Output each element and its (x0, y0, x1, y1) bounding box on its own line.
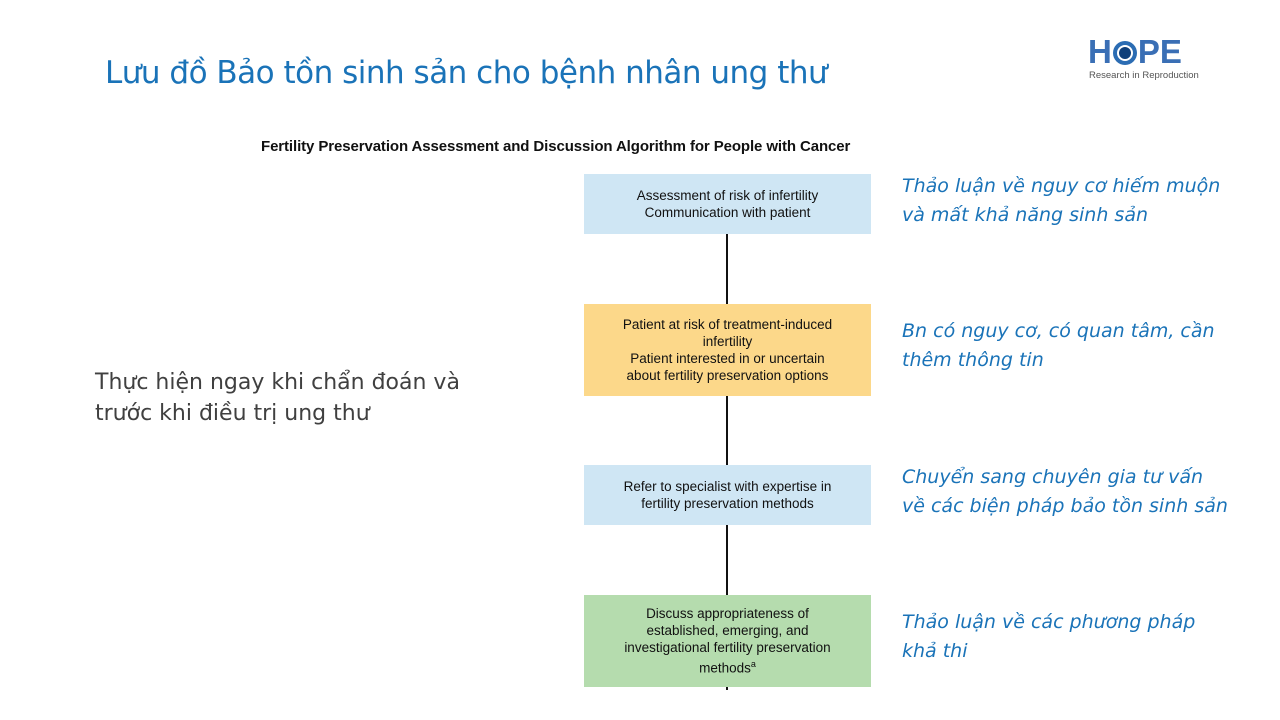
step-1-line-1: Assessment of risk of infertility (636, 188, 819, 203)
logo-letter-h: H (1088, 33, 1112, 70)
annotation-4 (902, 608, 1195, 666)
annotation-2 (902, 317, 1215, 375)
eye-icon (1113, 41, 1137, 65)
left-note (95, 367, 460, 429)
annotation-3-line-2: về các biện pháp bảo tồn sinh sản (902, 495, 1228, 517)
annotation-1 (902, 172, 1220, 230)
flow-step-assessment (584, 174, 871, 234)
annotation-4-line-1: Thảo luận về các phương pháp (902, 611, 1196, 633)
flow-step-refer-specialist (584, 465, 871, 525)
step-4-line-4 (624, 656, 830, 677)
connector-line-2 (726, 396, 728, 465)
connector-line-1 (726, 234, 728, 304)
annotation-2-line-2: thêm thông tin (902, 349, 1044, 371)
figure-title: Fertility Preservation Assessment and Discussion Algorithm for People with Cancer (261, 138, 851, 155)
annotation-3-line-1: Chuyển sang chuyên gia tư vấn (902, 466, 1204, 488)
step-4-line-4-text: methods (699, 660, 751, 676)
step-2-line-3: Patient interested in or uncertain (630, 351, 825, 366)
step-2-line-2: infertility (702, 334, 753, 349)
left-note-line-2: trước khi điều trị ung thư (95, 401, 370, 426)
step-3-line-1: Refer to specialist with expertise in (623, 479, 832, 494)
flow-step-discuss-methods (584, 595, 871, 687)
annotation-1-line-1: Thảo luận về nguy cơ hiếm muộn (902, 175, 1221, 197)
annotation-1-line-2: và mất khả năng sinh sản (902, 204, 1149, 226)
step-3-line-2: fertility preservation methods (641, 496, 814, 511)
slide-title: Lưu đồ Bảo tồn sinh sản cho bệnh nhân ung thư (105, 55, 828, 91)
step-4-line-3: investigational fertility preservation (624, 640, 831, 656)
annotation-4-line-2: khả thi (902, 640, 968, 662)
step-4-line-2: established, emerging, and (646, 623, 809, 639)
connector-line-3 (726, 525, 728, 595)
annotation-2-line-1: Bn có nguy cơ, có quan tâm, cần (902, 320, 1215, 342)
step-4-line-1: Discuss appropriateness of (646, 606, 809, 622)
logo-letters-pe: PE (1137, 33, 1182, 70)
left-note-line-1: Thực hiện ngay khi chẩn đoán và (95, 370, 460, 395)
connector-line-4 (726, 687, 728, 690)
flow-step-patient-at-risk (584, 304, 871, 396)
step-2-line-1: Patient at risk of treatment-induced (622, 317, 833, 332)
step-1-line-2: Communication with patient (644, 205, 811, 220)
footnote-marker: a (750, 659, 756, 670)
step-2-line-4: about fertility preservation options (626, 368, 829, 383)
hope-logo (1088, 34, 1203, 84)
logo-wordmark (1088, 34, 1182, 70)
logo-tagline: Research in Reproduction (1089, 70, 1199, 81)
annotation-3 (902, 463, 1228, 521)
